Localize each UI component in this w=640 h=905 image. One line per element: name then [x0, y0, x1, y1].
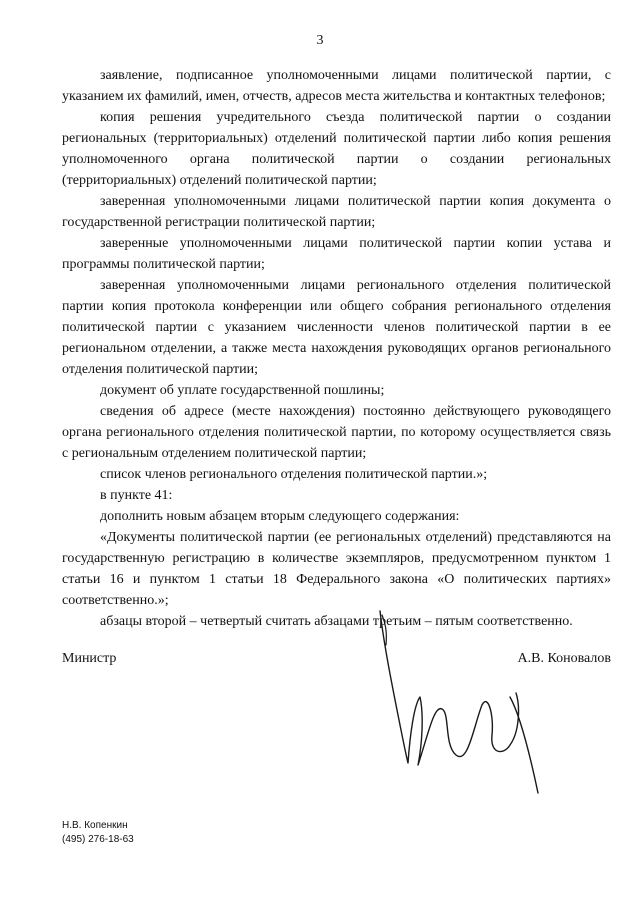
- paragraph: заверенная уполномоченными лицами политической партии копия документа о государственной регистрации политической партии;: [62, 194, 611, 230]
- paragraph: заверенные уполномоченными лицами политической партии копии устава и программы политической партии;: [62, 236, 611, 272]
- executor-name: Н.В. Копенкин: [62, 820, 128, 831]
- page-number: 3: [316, 33, 324, 48]
- paragraph: заверенная уполномоченными лицами регионального отделения политической партии копия протокола конференции или общего собрания регионального отделения политической партии с указанием численности членов политической партии в ее региональном отделении, а также места нахождения руководящих органов регионального отделения политической партии;: [62, 278, 611, 377]
- paragraph: список членов регионального отделения политической партии.»;: [100, 467, 488, 482]
- executor-phone: (495) 276-18-63: [62, 834, 134, 845]
- signatory-title: Министр: [62, 651, 117, 666]
- paragraph: абзацы второй – четвертый считать абзацами третьим – пятым соответственно.: [100, 614, 573, 629]
- paragraph: в пункте 41:: [100, 488, 173, 503]
- signatory-name: А.В. Коновалов: [517, 651, 611, 666]
- paragraph: «Документы политической партии (ее региональных отделений) представляются на государственную регистрацию в количестве экземпляров, предусмотренном пунктом 1 статьи 16 и пунктом 1 статьи 18 Федерального закона «О политических партиях» соответственно.»;: [62, 530, 611, 608]
- document-body: [62, 65, 611, 632]
- paragraph: сведения об адресе (месте нахождения) постоянно действующего руководящего органа регионального отделения политической партии, по которому осуществляется связь с региональным отделением политической партии;: [62, 404, 611, 461]
- paragraph: дополнить новым абзацем вторым следующего содержания:: [100, 509, 460, 524]
- paragraph: заявление, подписанное уполномоченными лицами политической партии, с указанием их фамилий, имен, отчеств, адресов места жительства и контактных телефонов;: [62, 68, 611, 104]
- handwritten-signature: [370, 605, 545, 800]
- paragraph: документ об уплате государственной пошлины;: [100, 383, 385, 398]
- executor-block: [62, 819, 134, 847]
- paragraph: копия решения учредительного съезда политической партии о создании региональных (территориальных) отделений политической партии либо копия решения уполномоченного органа политической партии о создании региональных (территориальных) отделений политической партии;: [62, 110, 611, 188]
